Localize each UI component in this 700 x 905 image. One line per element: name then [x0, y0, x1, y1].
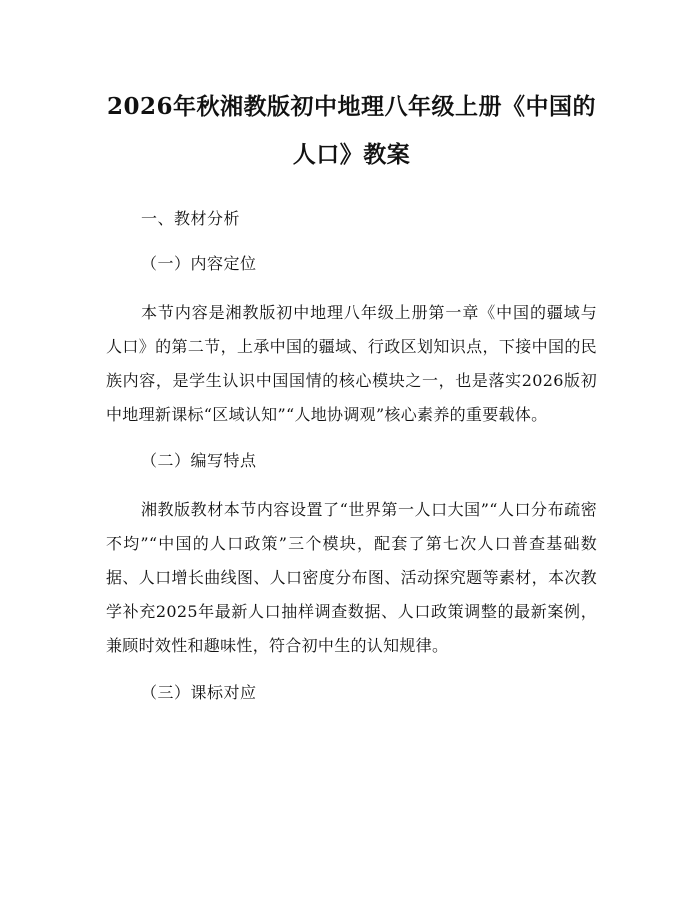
section-heading-textbook-analysis: 一、教材分析	[141, 209, 241, 228]
subsection-heading-content-positioning: （一）内容定位	[141, 254, 257, 273]
subsection-heading-writing-features: （二）编写特点	[141, 451, 257, 470]
subsection-heading-curriculum-standards: （三）课标对应	[141, 683, 257, 702]
paragraph-writing-features: 湘教版教材本节内容设置了“世界第一人口大国”“人口分布疏密不均”“中国的人口政策”三个模块，配套了第七次人口普查基础数据、人口增长曲线图、人口密度分布图、活动探究题等素材，本次教学补充2025年最新人口抽样调查数据、人口政策调整的最新案例，兼顾时效性和趣味性，符合初中生的认知规律。	[106, 500, 597, 655]
document-title: 2026年秋湘教版初中地理八年级上册《中国的人口》教案	[106, 93, 596, 168]
paragraph-content-positioning: 本节内容是湘教版初中地理八年级上册第一章《中国的疆域与人口》的第二节，上承中国的疆域、行政区划知识点，下接中国的民族内容，是学生认识中国国情的核心模块之一，也是落实2026版初中地理新课标“区域认知”“人地协调观”核心素养的重要载体。	[106, 303, 597, 424]
